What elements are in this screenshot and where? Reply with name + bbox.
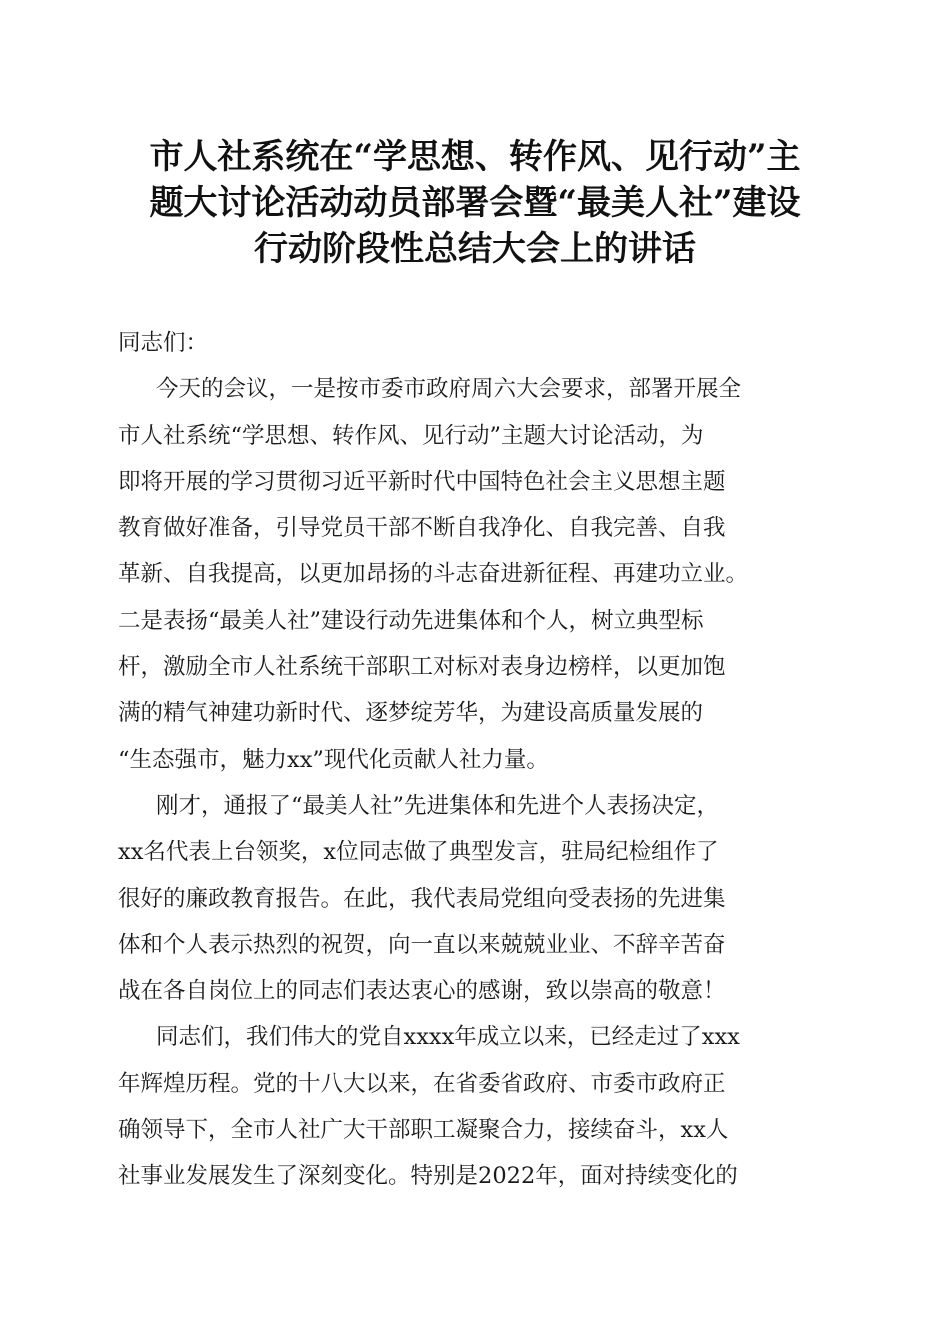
paragraph-line: 年辉煌历程。党的十八大以来，在省委省政府、市委市政府正 [118, 1070, 726, 1097]
paragraph-line: 市人社系统“学思想、转作风、见行动”主题大讨论活动，为 [118, 422, 704, 449]
paragraph-line: 战在各自岗位上的同志们表达衷心的感谢，致以崇高的敬意！ [118, 978, 726, 1005]
document-body [118, 320, 838, 1200]
salutation: 同志们： [118, 330, 209, 356]
paragraph-line: 今天的会议，一是按市委市政府周六大会要求，部署开展全 [156, 376, 742, 403]
paragraph-line: 满的精气神建功新时代、逐梦绽芳华，为建设高质量发展的 [118, 700, 704, 727]
title-line: 市人社系统在“学思想、转作风、见行动”主 [149, 137, 801, 177]
paragraph-line: 体和个人表示热烈的祝贺，向一直以来兢兢业业、不辞辛苦奋 [118, 931, 726, 958]
title-line: 行动阶段性总结大会上的讲话 [254, 229, 696, 269]
paragraph-line: 刚才，通报了“最美人社”先进集体和先进个人表扬决定， [156, 792, 720, 819]
paragraph-line: 很好的廉政教育报告。在此，我代表局党组向受表扬的先进集 [118, 885, 726, 912]
paragraph-line: 即将开展的学习贯彻习近平新时代中国特色社会主义思想主题 [118, 468, 726, 495]
paragraph-line: 同志们，我们伟大的党自xxxx年成立以来，已经走过了xxx [156, 1024, 740, 1051]
paragraph-line: 社事业发展发生了深刻变化。特别是2022年，面对持续变化的 [118, 1163, 738, 1190]
paragraph-line: “生态强市，魅力xx”现代化贡献人社力量。 [118, 746, 549, 773]
paragraph-line: 二是表扬“最美人社”建设行动先进集体和个人，树立典型标 [118, 607, 704, 634]
paragraph-line: 教育做好准备，引导党员干部不断自我净化、自我完善、自我 [118, 515, 726, 542]
paragraph-line: 确领导下，全市人社广大干部职工凝聚合力，接续奋斗，xx人 [118, 1117, 729, 1144]
document-title [110, 134, 840, 272]
title-line: 题大讨论活动动员部署会暨“最美人社”建设 [149, 183, 801, 223]
paragraph-line: xx名代表上台领奖，x位同志做了典型发言，驻局纪检组作了 [118, 839, 719, 866]
paragraph-line: 杆，激励全市人社系统干部职工对标对表身边榜样，以更加饱 [118, 654, 726, 681]
paragraph-line: 革新、自我提高，以更加昂扬的斗志奋进新征程、再建功立业。 [118, 561, 749, 588]
